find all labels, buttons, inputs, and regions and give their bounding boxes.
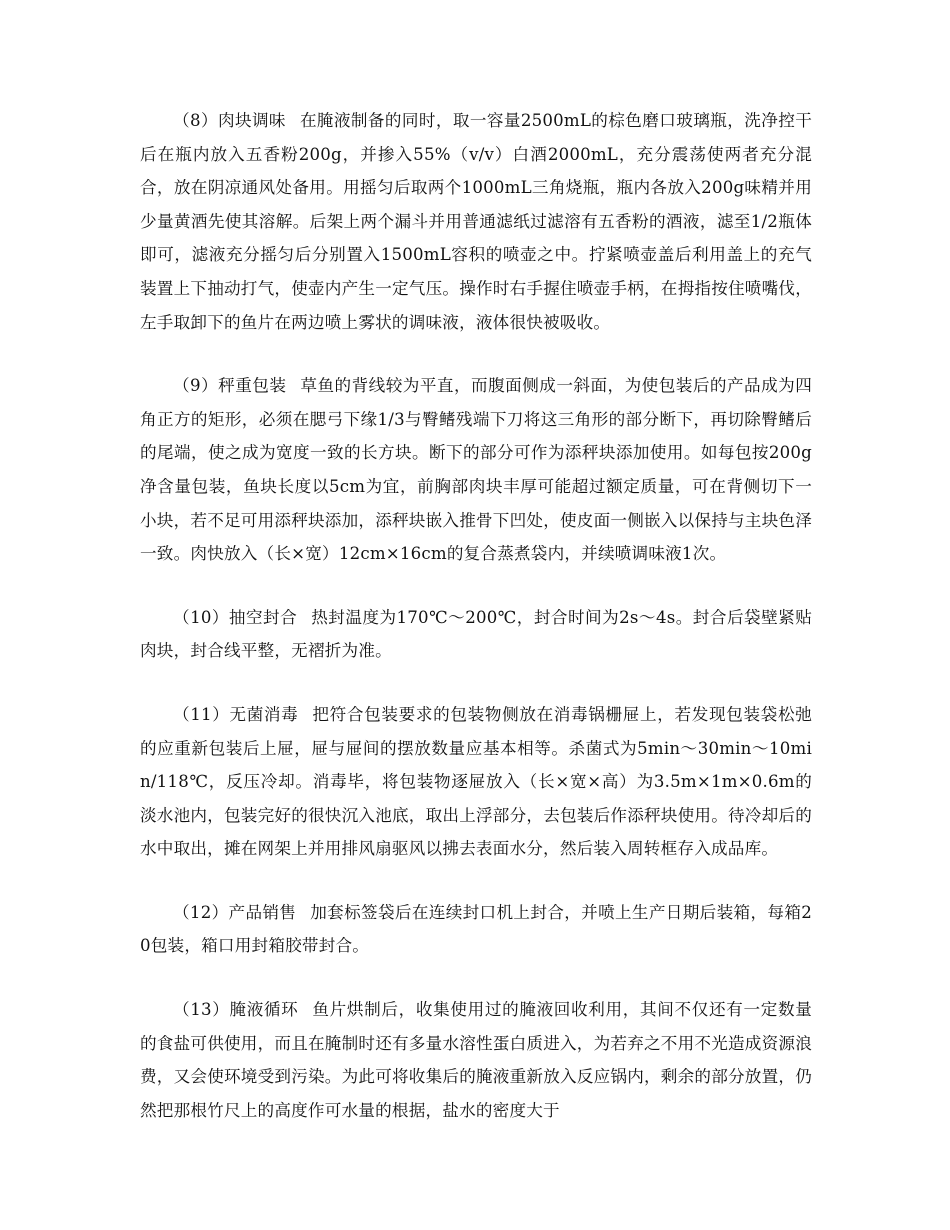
paragraph-body: 把符合包装要求的包装物侧放在消毒锅栅屉上，若发现包装袋松弛的应重新包装后上屉，屉与屉间的摆放数量应基本相等。杀菌式为5min～30min～10min/118℃，反压冷却。消毒毕，将包装物逐屉放入（长×宽×高）为3.5m×1m×0.6m的淡水池内，包装完好的很快沉入池底，取出上浮部分，去包装后作添秤块使用。待冷却后的水中取出，摊在网架上并用排风扇驱风以拂去表面水分，然后装入周转框存入成品库。 <box>140 704 812 859</box>
document-page <box>140 104 812 1157</box>
paragraph-body: 热封温度为170℃～200℃，封合时间为2s～4s。封合后袋壁紧贴肉块，封合线平整，无褶折为准。 <box>140 607 813 661</box>
paragraph-body: 鱼片烘制后，收集使用过的腌液回收利用，其间不仅还有一定数量的食盐可供使用，而且在腌制时还有多量水溶性蛋白质进入，为若弃之不用不光造成资源浪费，又会使环境受到污染。为此可将收集后的腌液重新放入反应锅内，剩余的部分放置，仍然把那根竹尺上的高度作可水量的根据，盐水的密度大于 <box>140 1000 812 1120</box>
paragraph-heading: （8）肉块调味 <box>173 111 286 130</box>
paragraph-brine-recycling <box>140 993 812 1127</box>
paragraph-heading: （13）腌液循环 <box>173 1000 299 1020</box>
paragraph-heading: （9）秤重包装 <box>173 376 287 396</box>
paragraph-weighing-packaging <box>140 369 812 571</box>
paragraph-sterilization <box>140 698 812 866</box>
paragraph-body: 草鱼的背线较为平直，而腹面侧成一斜面，为使包装后的产品成为四角正方的矩形，必须在腮弓下缘1/3与臀鳍残端下刀将这三角形的部分断下，再切除臀鳍后的尾端，使之成为宽度一致的长方块。断下的部分可作为添秤块添加使用。如每包按200g净含量包装，鱼块长度以5cm为宜，前胸部肉块丰厚可能超过额定质量，可在背侧切下一小块，若不足可用添秤块添加，添秤块嵌入推骨下凹处，使皮面一侧嵌入以保持与主块色泽一致。肉快放入（长×宽）12cm×16cm的复合蒸煮袋内，并续喷调味液1次。 <box>140 376 812 564</box>
paragraph-body: 加套标签袋后在连续封口机上封合，并喷上生产日期后装箱，每箱20包装，箱口用封箱胶带封合。 <box>140 902 813 956</box>
paragraph-meat-seasoning <box>140 104 812 339</box>
paragraph-body: 在腌液制备的同时，取一容量2500mL的棕色磨口玻璃瓶，洗净控干后在瓶内放入五香粉200g，并掺入55%（v/v）白酒2000mL，充分震荡使两者充分混合，放在阴凉通风处备用。用摇匀后取两个1000mL三角烧瓶，瓶内各放入200g味精并用少量黄酒先使其溶解。后架上两个漏斗并用普通滤纸过滤溶有五香粉的酒液，滤至1/2瓶体即可，滤液充分摇匀后分别置入1500mL容积的喷壶之中。拧紧喷壶盖后利用盖上的充气装置上下抽动打气，使壶内产生一定气压。操作时右手握住喷壶手柄，在拇指按住喷嘴伐，左手取卸下的鱼片在两边喷上雾状的调味液，液体很快被吸收。 <box>140 111 812 332</box>
paragraph-heading: （12）产品销售 <box>173 902 297 922</box>
paragraph-heading: （10）抽空封合 <box>173 607 298 627</box>
paragraph-product-sales <box>140 896 812 963</box>
paragraph-heading: （11）无菌消毒 <box>173 704 299 724</box>
paragraph-vacuum-sealing <box>140 601 812 668</box>
